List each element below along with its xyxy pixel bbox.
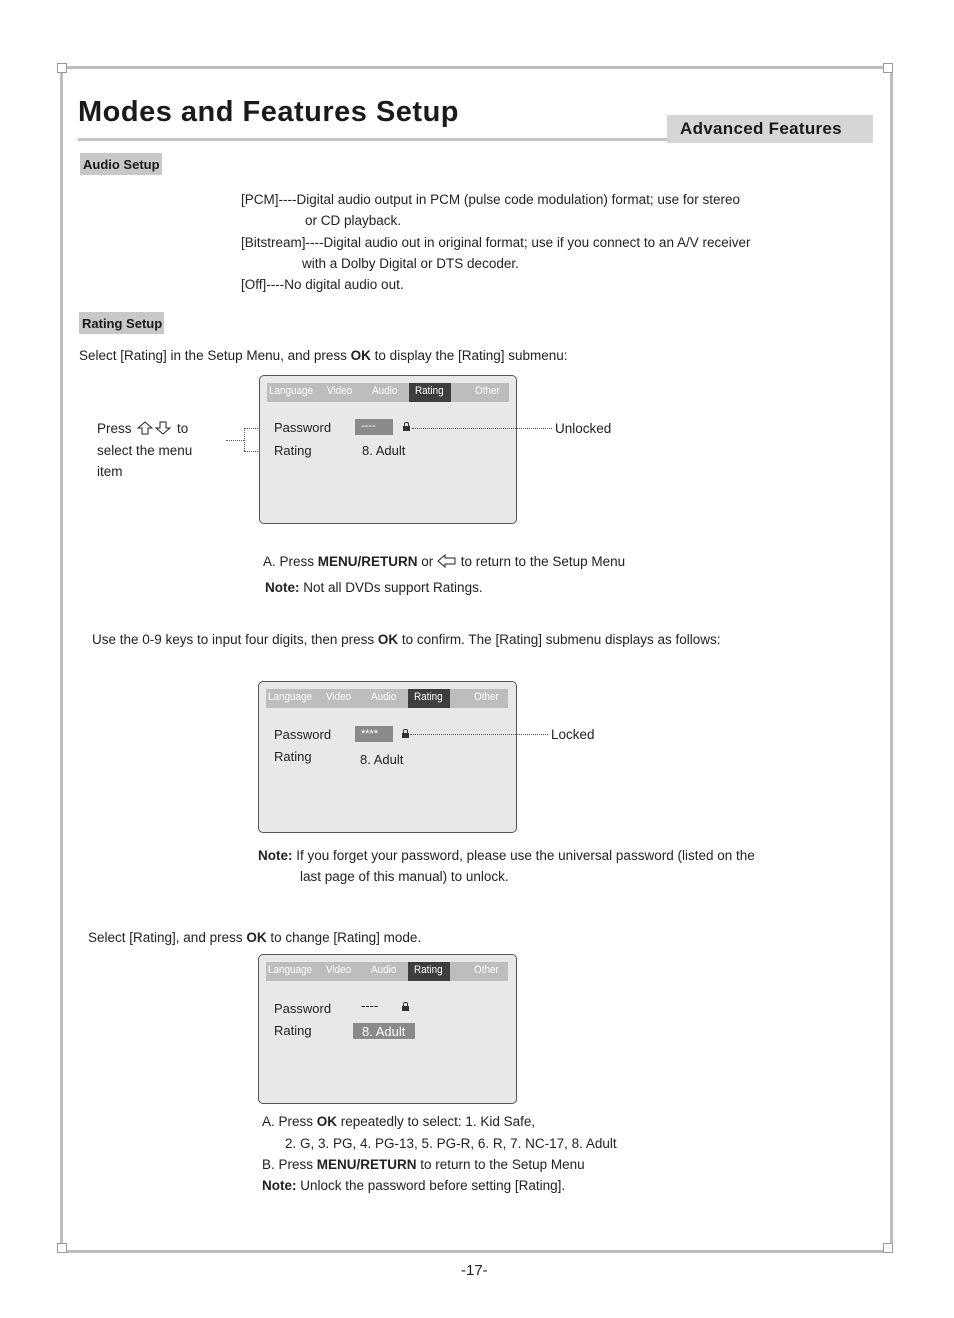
password-label: Password xyxy=(274,1001,332,1016)
bitstream-line-cont: with a Dolby Digital or DTS decoder. xyxy=(302,256,519,271)
audio-setup-label: Audio Setup xyxy=(80,153,162,175)
tab-other[interactable]: Other xyxy=(474,691,499,703)
tab-rating[interactable]: Rating xyxy=(415,385,444,397)
final-step-b: B. Press MENU/RETURN to return to the Setup Menu xyxy=(262,1157,585,1172)
side-note-line3: item xyxy=(97,464,123,479)
password-label: Password xyxy=(274,727,332,742)
tab-rating[interactable]: Rating xyxy=(414,964,443,976)
frame-bottom-border xyxy=(60,1250,893,1253)
final-step-a-cont: 2. G, 3. PG, 4. PG-13, 5. PG-R, 6. R, 7. NC-17, 8. Adult xyxy=(285,1136,617,1151)
password-value: ---- xyxy=(361,420,376,432)
page-number: -17- xyxy=(461,1262,488,1279)
connector-bracket xyxy=(244,428,245,451)
rating-value[interactable]: 8. Adult xyxy=(360,752,404,767)
side-note-press: Press to xyxy=(97,421,189,436)
up-down-arrow-icon xyxy=(136,421,172,435)
menu-tab-bar xyxy=(266,962,508,981)
callout-locked: Locked xyxy=(551,727,595,742)
lock-icon xyxy=(402,733,409,738)
callout-line-unlocked xyxy=(412,428,552,429)
setup-menu-rating-select xyxy=(258,954,517,1104)
tab-other[interactable]: Other xyxy=(475,385,500,397)
menu-tab-bar xyxy=(267,383,509,402)
setup-menu-locked xyxy=(258,681,517,833)
lock-icon xyxy=(403,426,410,431)
corner-mark-bottom-left xyxy=(57,1243,67,1253)
password-note-cont: last page of this manual) to unlock. xyxy=(300,869,509,884)
tab-language[interactable]: Language xyxy=(268,691,313,703)
tab-audio[interactable]: Audio xyxy=(371,691,397,703)
return-arrow-icon xyxy=(437,554,457,568)
pcm-line: [PCM]----Digital audio output in PCM (pulse code modulation) format; use for stereo xyxy=(241,192,740,207)
connector-line xyxy=(226,440,244,441)
frame-right-border xyxy=(890,66,893,1253)
corner-mark-bottom-right xyxy=(883,1243,893,1253)
step1-note: Note: Not all DVDs support Ratings. xyxy=(265,580,483,595)
frame-left-border xyxy=(60,66,63,1253)
corner-mark-top-right xyxy=(883,63,893,73)
tab-video[interactable]: Video xyxy=(326,691,352,703)
lock-icon xyxy=(402,1006,409,1011)
password-label: Password xyxy=(274,420,332,435)
off-line: [Off]----No digital audio out. xyxy=(241,277,404,292)
callout-unlocked: Unlocked xyxy=(555,421,612,436)
rating-label: Rating xyxy=(274,443,312,458)
title-underline xyxy=(78,138,668,141)
corner-mark-top-left xyxy=(57,63,67,73)
rating-value[interactable]: 8. Adult xyxy=(362,1024,406,1039)
final-step-a: A. Press OK repeatedly to select: 1. Kid Safe, xyxy=(262,1114,536,1129)
final-note: Note: Unlock the password before setting [Rating]. xyxy=(262,1178,566,1193)
rating-setup-label: Rating Setup xyxy=(79,312,164,334)
rating-intro: Select [Rating] in the Setup Menu, and press OK to display the [Rating] submenu: xyxy=(79,348,568,363)
step3-instruction: Select [Rating], and press OK to change [Rating] mode. xyxy=(88,930,422,945)
section-badge: Advanced Features xyxy=(680,119,842,138)
password-value[interactable]: ---- xyxy=(361,998,379,1013)
tab-other[interactable]: Other xyxy=(474,964,499,976)
side-note-line2: select the menu xyxy=(97,443,193,458)
rating-label: Rating xyxy=(274,749,312,764)
frame-top-border xyxy=(60,66,893,69)
password-value: **** xyxy=(361,728,379,740)
pcm-line-cont: or CD playback. xyxy=(305,213,402,228)
setup-menu-unlocked xyxy=(259,375,517,524)
tab-rating[interactable]: Rating xyxy=(414,691,443,703)
tab-language[interactable]: Language xyxy=(269,385,314,397)
password-note: Note: If you forget your password, please use the universal password (listed on the xyxy=(258,848,755,863)
rating-label: Rating xyxy=(274,1023,312,1038)
callout-line-locked xyxy=(410,734,548,735)
step2-instruction: Use the 0-9 keys to input four digits, then press OK to confirm. The [Rating] submenu displays as follows: xyxy=(92,632,721,647)
page-title: Modes and Features Setup xyxy=(78,96,460,128)
tab-audio[interactable]: Audio xyxy=(372,385,398,397)
tab-video[interactable]: Video xyxy=(326,964,352,976)
bitstream-line: [Bitstream]----Digital audio out in original format; use if you connect to an A/V receiver xyxy=(241,235,751,250)
tab-video[interactable]: Video xyxy=(327,385,353,397)
rating-value[interactable]: 8. Adult xyxy=(362,443,406,458)
step1-instruction: A. Press MENU/RETURN or to return to the Setup Menu xyxy=(263,554,626,569)
tab-language[interactable]: Language xyxy=(268,964,313,976)
tab-audio[interactable]: Audio xyxy=(371,964,397,976)
menu-tab-bar xyxy=(266,689,508,708)
